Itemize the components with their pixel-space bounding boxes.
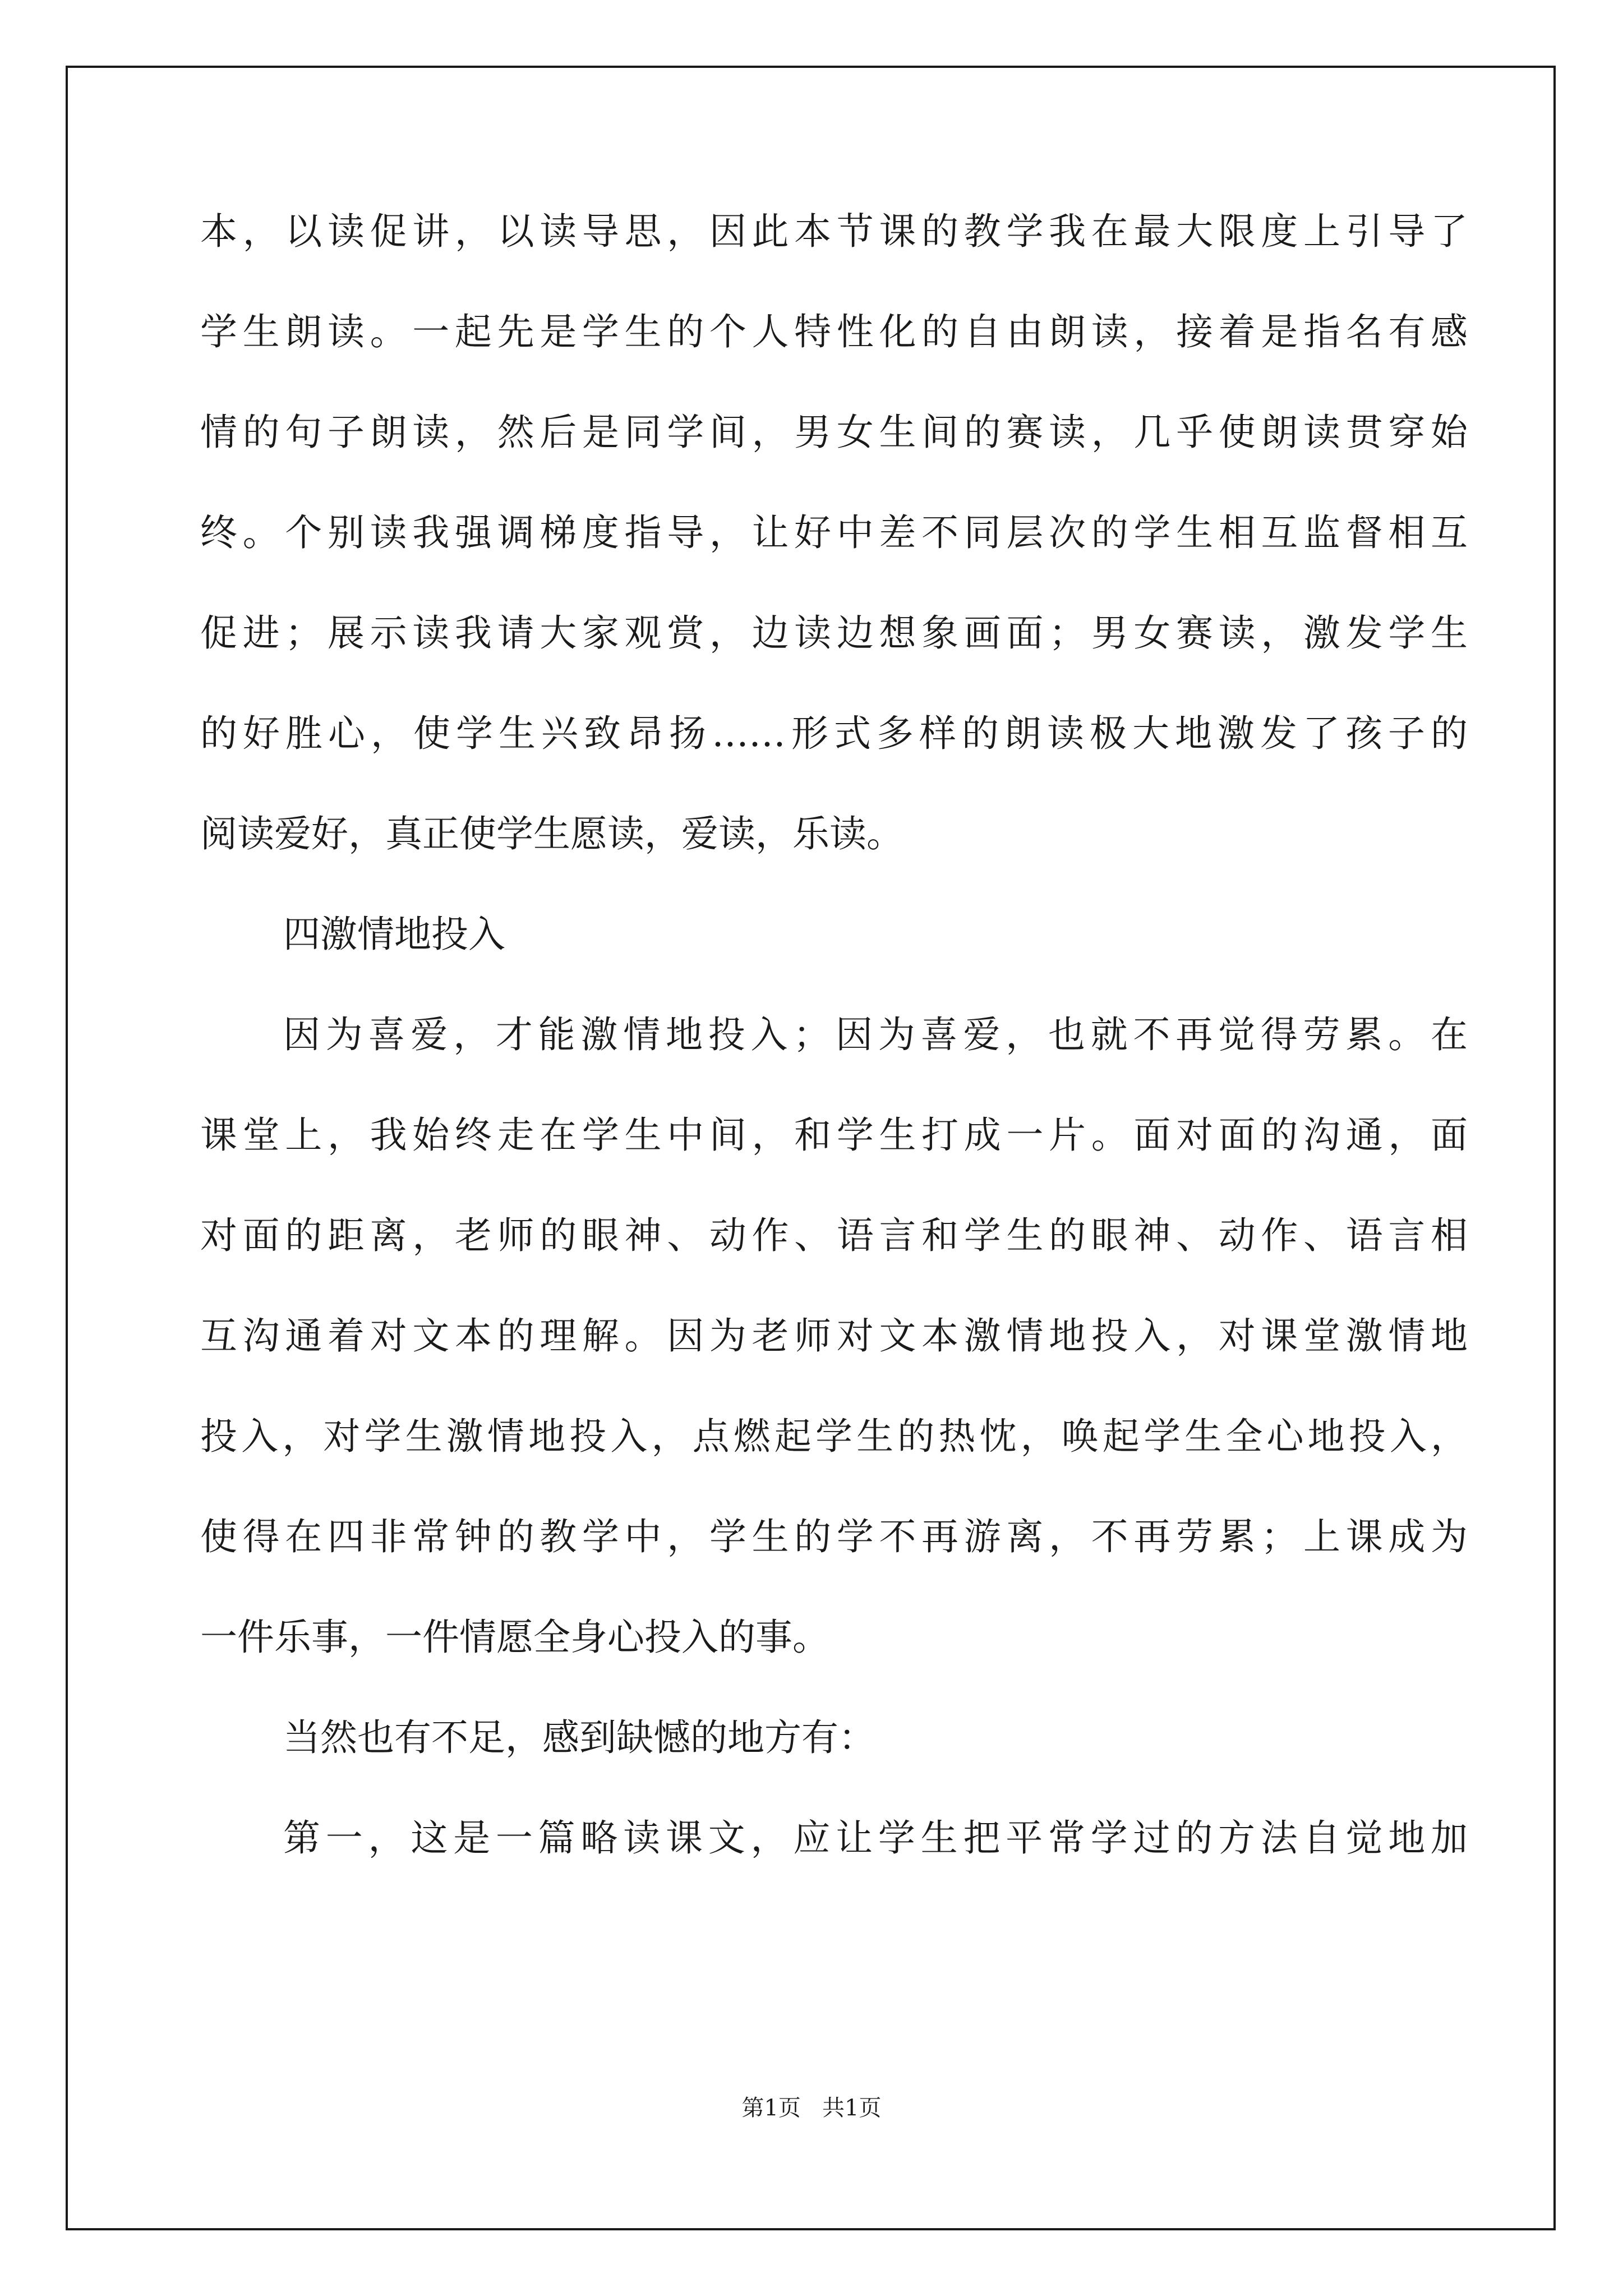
- section-heading: 四激情地投入: [283, 913, 505, 956]
- text-line: 阅读爱好，真正使学生愿读，爱读，乐读。: [200, 812, 903, 855]
- text-line: 学生朗读。一起先是学生的个人特性化的自由朗读，接着是指名有感: [200, 310, 1468, 353]
- text-line: 投入，对学生激情地投入，点燃起学生的热忱，唤起学生全心地投入，: [200, 1415, 1468, 1458]
- text-line: 本，以读促讲，以读导思，因此本节课的教学我在最大限度上引导了: [200, 210, 1468, 253]
- text-line: 终。个别读我强调梯度指导，让好中差不同层次的学生相互监督相互: [200, 511, 1468, 554]
- text-line: 当然也有不足，感到缺憾的地方有：: [283, 1716, 875, 1759]
- text-line: 一件乐事，一件情愿全身心投入的事。: [200, 1616, 829, 1659]
- document-body: [200, 210, 1468, 1920]
- text-line: 对面的距离，老师的眼神、动作、语言和学生的眼神、动作、语言相: [200, 1214, 1468, 1257]
- text-line: 第一，这是一篇略读课文，应让学生把平常学过的方法自觉地加: [283, 1816, 1468, 1860]
- text-line: 促进；展示读我请大家观赏，边读边想象画面；男女赛读，激发学生: [200, 611, 1468, 655]
- text-line: 课堂上，我始终走在学生中间，和学生打成一片。面对面的沟通，面: [200, 1114, 1468, 1157]
- text-line: 情的句子朗读，然后是同学间，男女生间的赛读，几乎使朗读贯穿始: [200, 411, 1468, 454]
- page-number-footer: 第1页 共1页: [741, 2095, 882, 2121]
- text-line: 因为喜爱，才能激情地投入；因为喜爱，也就不再觉得劳累。在: [283, 1013, 1468, 1056]
- text-line: 的好胜心，使学生兴致昂扬……形式多样的朗读极大地激发了孩子的: [200, 712, 1468, 755]
- text-line: 使得在四非常钟的教学中，学生的学不再游离，不再劳累；上课成为: [200, 1515, 1468, 1558]
- text-line: 互沟通着对文本的理解。因为老师对文本激情地投入，对课堂激情地: [200, 1314, 1468, 1358]
